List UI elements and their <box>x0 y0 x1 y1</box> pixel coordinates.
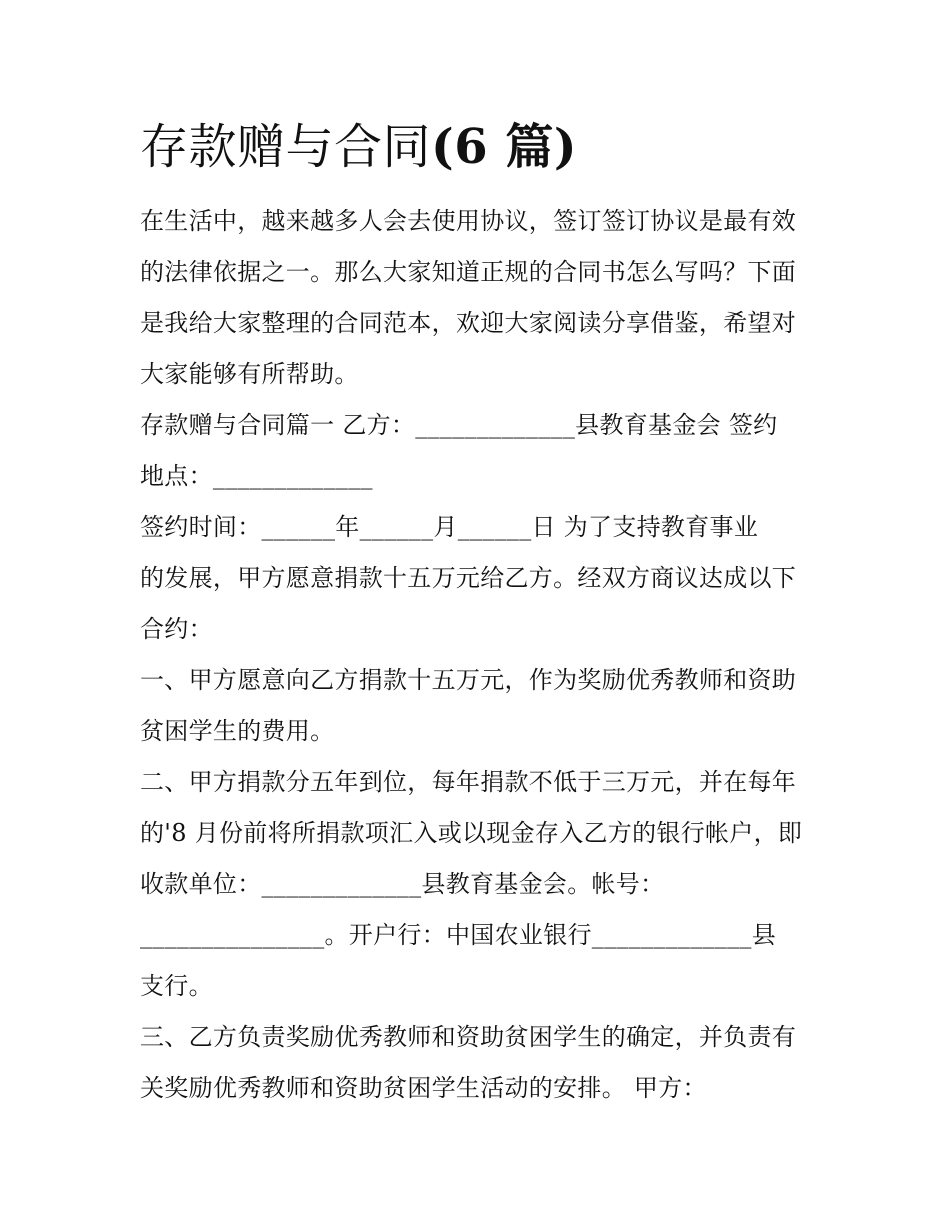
paragraph-line: 合约： <box>140 615 213 643</box>
paragraph-line: 大家能够有所帮助。 <box>140 360 359 388</box>
title-suffix: (6 篇) <box>431 119 578 175</box>
paragraph-line: 的'8 月份前将所捐款项汇入或以现金存入乙方的银行帐户，即 <box>140 819 803 847</box>
paragraph-line: 关奖励优秀教师和资助贫困学生活动的安排。 甲方： <box>140 1074 707 1102</box>
paragraph-line: 地点：_____________ <box>140 462 373 490</box>
paragraph-line: 在生活中，越来越多人会去使用协议，签订签订协议是最有效 <box>140 207 797 235</box>
paragraph-line: 一、甲方愿意向乙方捐款十五万元，作为奖励优秀教师和资助 <box>140 666 797 694</box>
title-main: 存款赠与合同 <box>140 119 432 175</box>
paragraph-line: 二、甲方捐款分五年到位，每年捐款不低于三万元，并在每年 <box>140 768 797 796</box>
paragraph-line: 是我给大家整理的合同范本，欢迎大家阅读分享借鉴，希望对 <box>140 309 797 337</box>
paragraph-line: 的法律依据之一。那么大家知道正规的合同书怎么写吗？下面 <box>140 258 797 286</box>
paragraph-line: 三、乙方负责奖励优秀教师和资助贫困学生的确定，并负责有 <box>140 1023 797 1051</box>
document-title <box>140 115 577 179</box>
paragraph-line: 的发展，甲方愿意捐款十五万元给乙方。经双方商议达成以下 <box>140 564 797 592</box>
paragraph-line: 支行。 <box>140 972 213 1000</box>
paragraph-line: 签约时间：______年______月______日 为了支持教育事业 <box>140 513 759 541</box>
paragraph-line: 存款赠与合同篇一 乙方：_____________县教育基金会 签约 <box>140 411 778 439</box>
paragraph-line: 贫困学生的费用。 <box>140 717 335 745</box>
paragraph-line: _______________。开户行：中国农业银行_____________县 <box>140 921 776 949</box>
paragraph-line: 收款单位：_____________县教育基金会。帐号： <box>140 870 665 898</box>
document-body <box>140 196 820 1114</box>
